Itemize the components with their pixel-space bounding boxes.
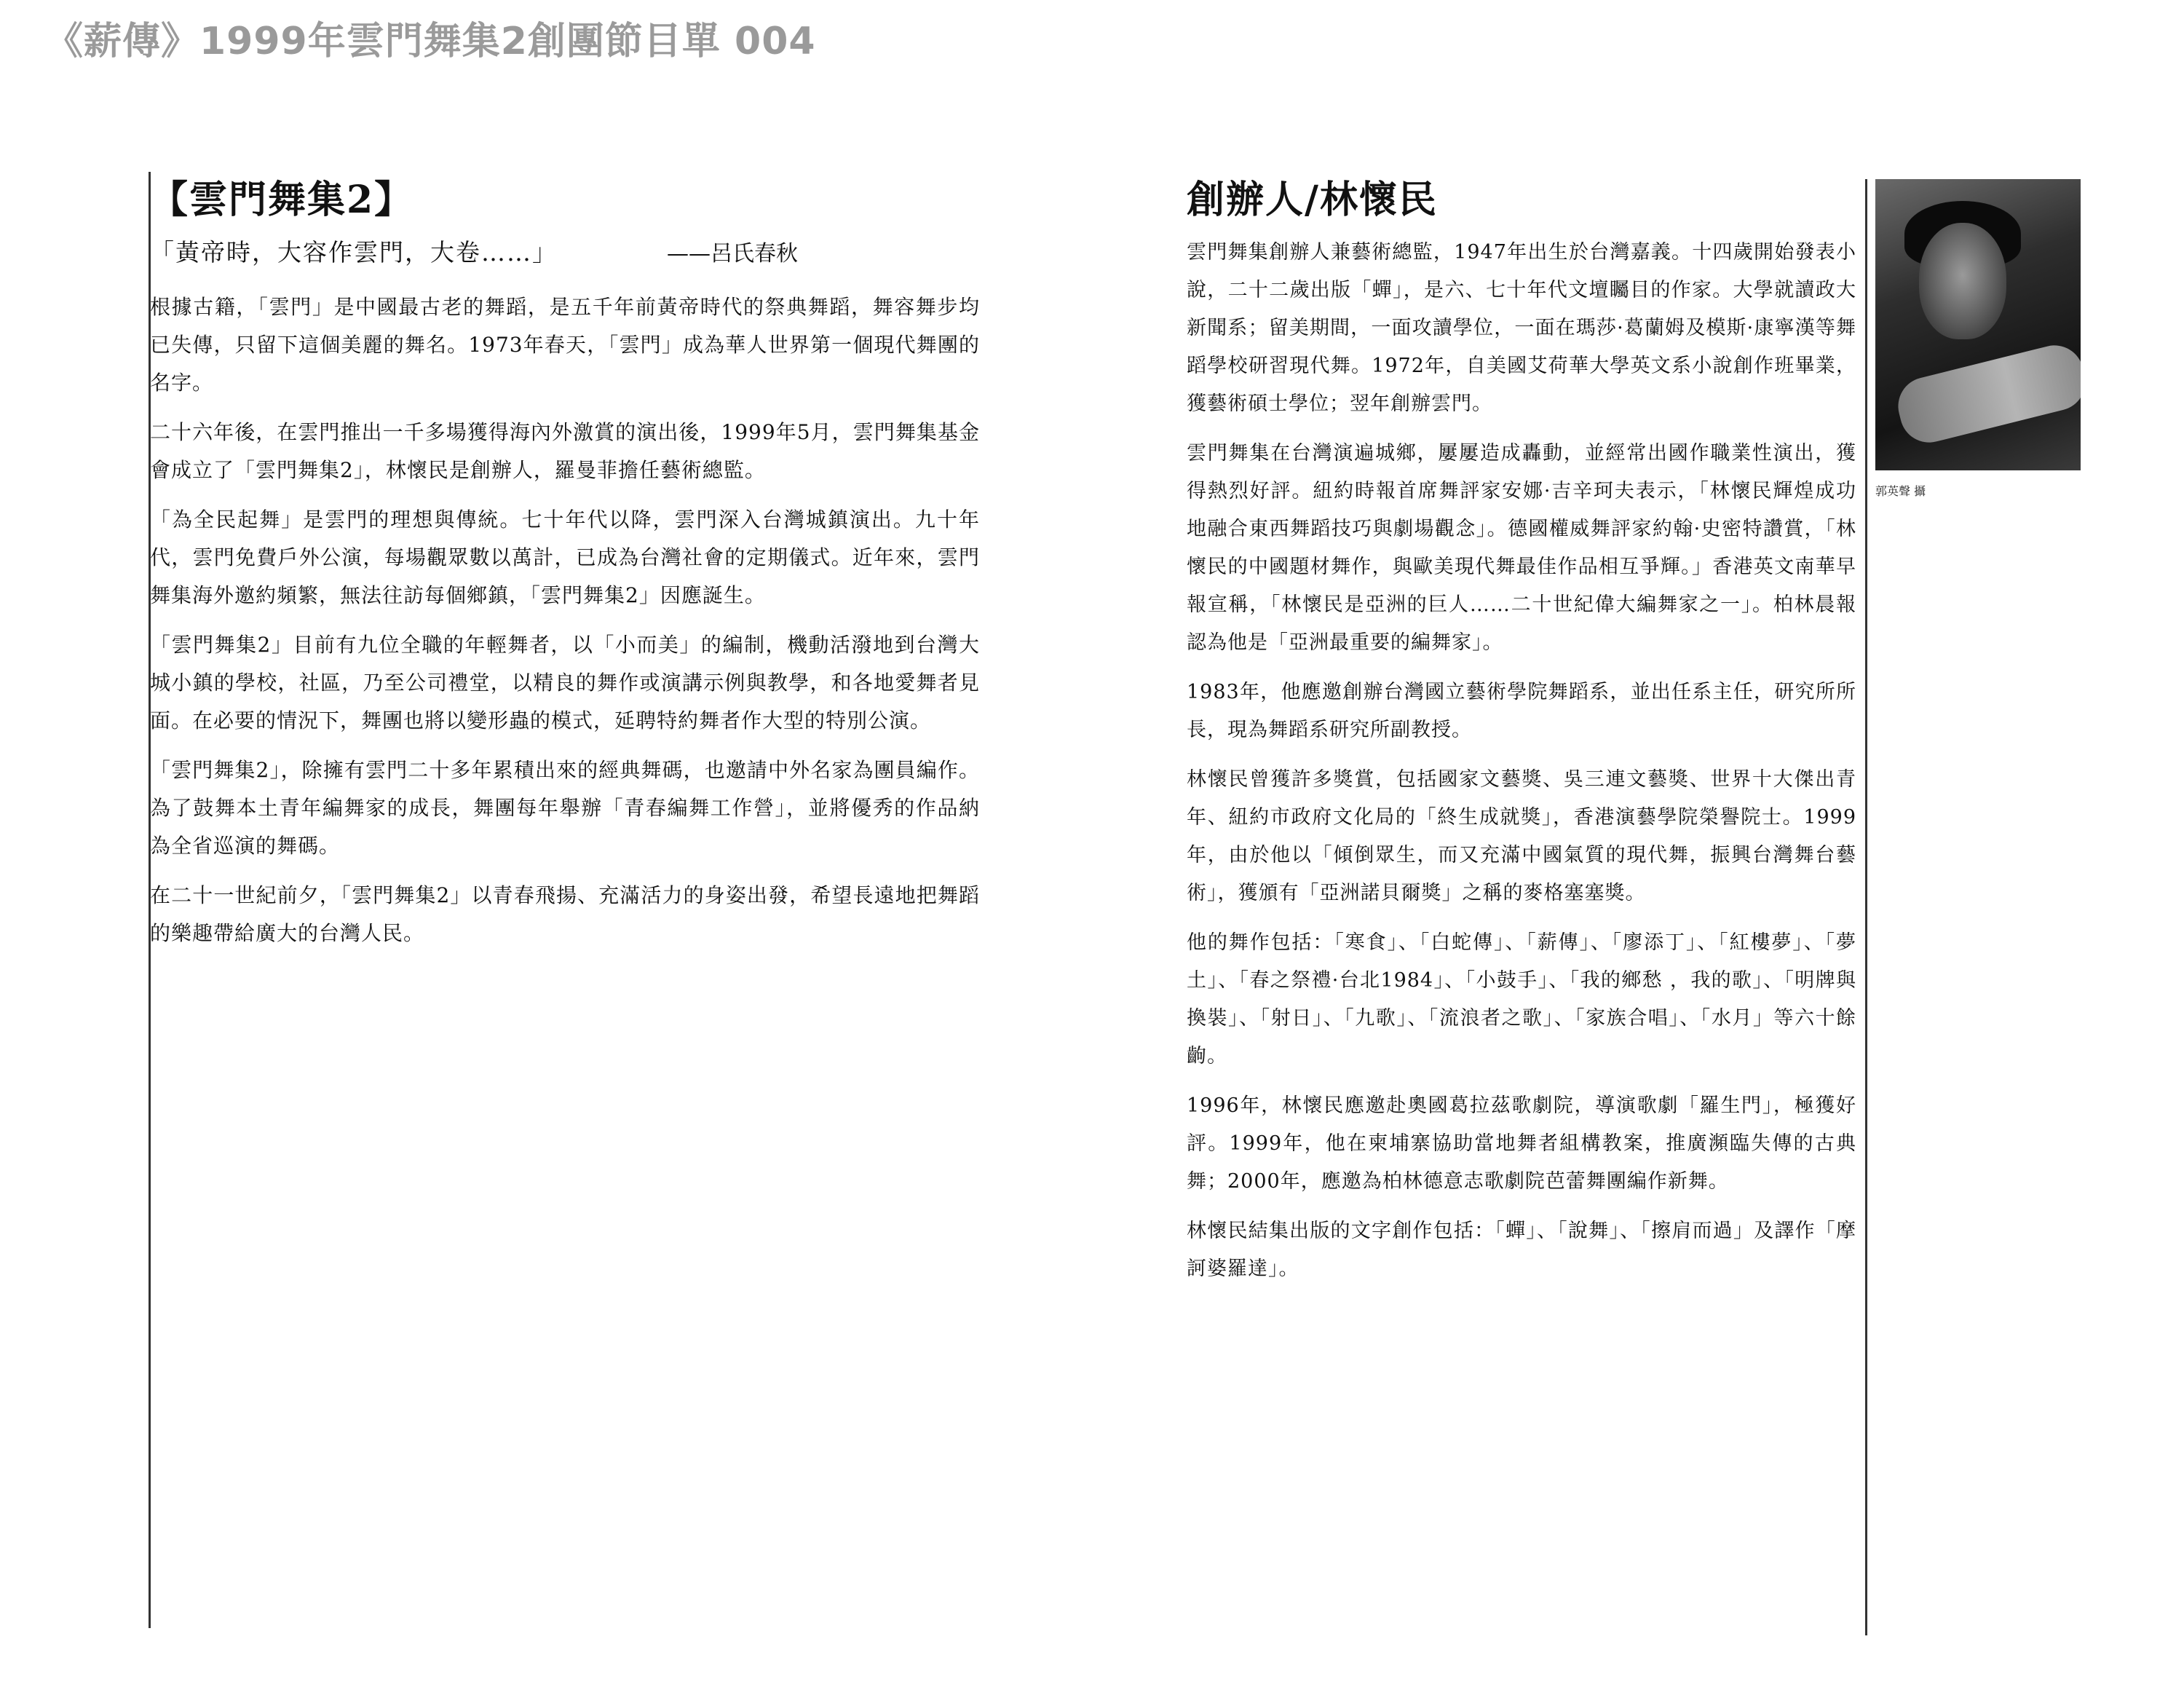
paragraph: 根據古籍，「雲門」是中國最古老的舞蹈，是五千年前黃帝時代的祭典舞蹈，舞容舞步均已失傳，只留下這個美麗的舞名。1973年春天，「雲門」成為華人世界第一個現代舞團的名字。	[150, 295, 980, 395]
paragraph: 二十六年後，在雲門推出一千多場獲得海內外激賞的演出後，1999年5月，雲門舞集基金會成立了「雲門舞集2」，林懷民是創辦人，羅曼菲擔任藝術總監。	[150, 420, 980, 482]
page-header-title: 《薪傳》1999年雲門舞集2創團節目單 004	[45, 20, 816, 63]
paragraph: 「雲門舞集2」，除擁有雲門二十多年累積出來的經典舞碼，也邀請中外名家為團員編作。為了鼓舞本土青年編舞家的成長，舞團每年舉辦「青春編舞工作營」，並將優秀的作品納為全省巡演的舞碼。	[150, 758, 980, 858]
paragraph: 「為全民起舞」是雲門的理想與傳統。七十年代以降，雲門深入台灣城鎮演出。九十年代，雲門免費戶外公演，每場觀眾數以萬計，已成為台灣社會的定期儀式。近年來，雲門舞集海外邀約頻繁，無法往訪每個鄉鎮，「雲門舞集2」因應誕生。	[150, 508, 980, 607]
paragraph: 林懷民結集出版的文字創作包括：「蟬」、「說舞」、「擦肩而過」及譯作「摩訶婆羅達」。	[1187, 1220, 1856, 1280]
portrait-arm	[1892, 339, 2081, 449]
right-column	[1187, 169, 1856, 1300]
paragraph: 他的舞作包括：「寒食」、「白蛇傳」、「薪傳」、「廖添丁」、「紅樓夢」、「夢土」、「春之祭禮·台北1984」、「小鼓手」、「我的鄉愁 ，我的歌」、「明牌與換裝」、「射日」、「九歌」、「流浪者之歌」、「家族合唱」、「水月」等六十餘齣。	[1187, 931, 1856, 1067]
section-title-cloud-gate-2: 【雲門舞集2】	[150, 178, 414, 222]
epigraph-quote: 「黃帝時，大容作雲門，大卷……」	[150, 238, 558, 266]
paragraph: 「雲門舞集2」目前有九位全職的年輕舞者，以「小而美」的編制，機動活潑地到台灣大城小鎮的學校，社區，乃至公司禮堂，以精良的舞作或演講示例與教學，和各地愛舞者見面。在必要的情況下，舞團也將以變形蟲的模式，延聘特約舞者作大型的特別公演。	[150, 633, 980, 733]
left-column	[150, 169, 980, 964]
founder-portrait-photo	[1875, 179, 2081, 470]
paragraph: 林懷民曾獲許多獎賞，包括國家文藝獎、吳三連文藝獎、世界十大傑出青年、紐約市政府文化局的「終生成就獎」，香港演藝學院榮譽院士。1999年，由於他以「傾倒眾生，而又充滿中國氣質的現代舞，振興台灣舞台藝術」，獲頒有「亞洲諾貝爾獎」之稱的麥格塞塞獎。	[1187, 768, 1856, 904]
paragraph: 在二十一世紀前夕，「雲門舞集2」以青春飛揚、充滿活力的身姿出發，希望長遠地把舞蹈的樂趣帶給廣大的台灣人民。	[150, 883, 980, 945]
paragraph: 1996年，林懷民應邀赴奧國葛拉茲歌劇院，導演歌劇「羅生門」，極獲好評。1999年，他在柬埔寨協助當地舞者組構教案，推廣瀕臨失傳的古典舞；2000年，應邀為柏林德意志歌劇院芭蕾舞團編作新舞。	[1187, 1094, 1856, 1193]
epigraph-source: ——呂氏春秋	[667, 241, 798, 266]
paragraph: 雲門舞集在台灣演遍城鄉，屢屢造成轟動，並經常出國作職業性演出，獲得熱烈好評。紐約時報首席舞評家安娜·吉辛珂夫表示，「林懷民輝煌成功地融合東西舞蹈技巧與劇場觀念」。德國權威舞評家約翰·史密特讚賞，「林懷民的中國題材舞作，與歐美現代舞最佳作品相互爭輝。」香港英文南華早報宣稱，「林懷民是亞洲的巨人……二十世紀偉大編舞家之一」。柏林晨報認為他是「亞洲最重要的編舞家」。	[1187, 442, 1856, 654]
photo-credit: 郭英聲 攝	[1875, 484, 1926, 498]
section-title-founder: 創辦人/林懷民	[1187, 178, 1438, 222]
right-column-rule	[1865, 179, 1867, 1635]
portrait-face	[1919, 223, 2006, 339]
paragraph: 雲門舞集創辦人兼藝術總監，1947年出生於台灣嘉義。十四歲開始發表小說，二十二歲出版「蟬」，是六、七十年代文壇矚目的作家。大學就讀政大新聞系；留美期間，一面攻讀學位，一面在瑪莎·葛蘭姆及模斯·康寧漢等舞蹈學校研習現代舞。1972年，自美國艾荷華大學英文系小說創作班畢業，獲藝術碩士學位；翌年創辦雲門。	[1187, 241, 1856, 415]
paragraph: 1983年，他應邀創辦台灣國立藝術學院舞蹈系，並出任系主任，研究所所長，現為舞蹈系研究所副教授。	[1187, 681, 1856, 741]
epigraph	[150, 234, 980, 268]
